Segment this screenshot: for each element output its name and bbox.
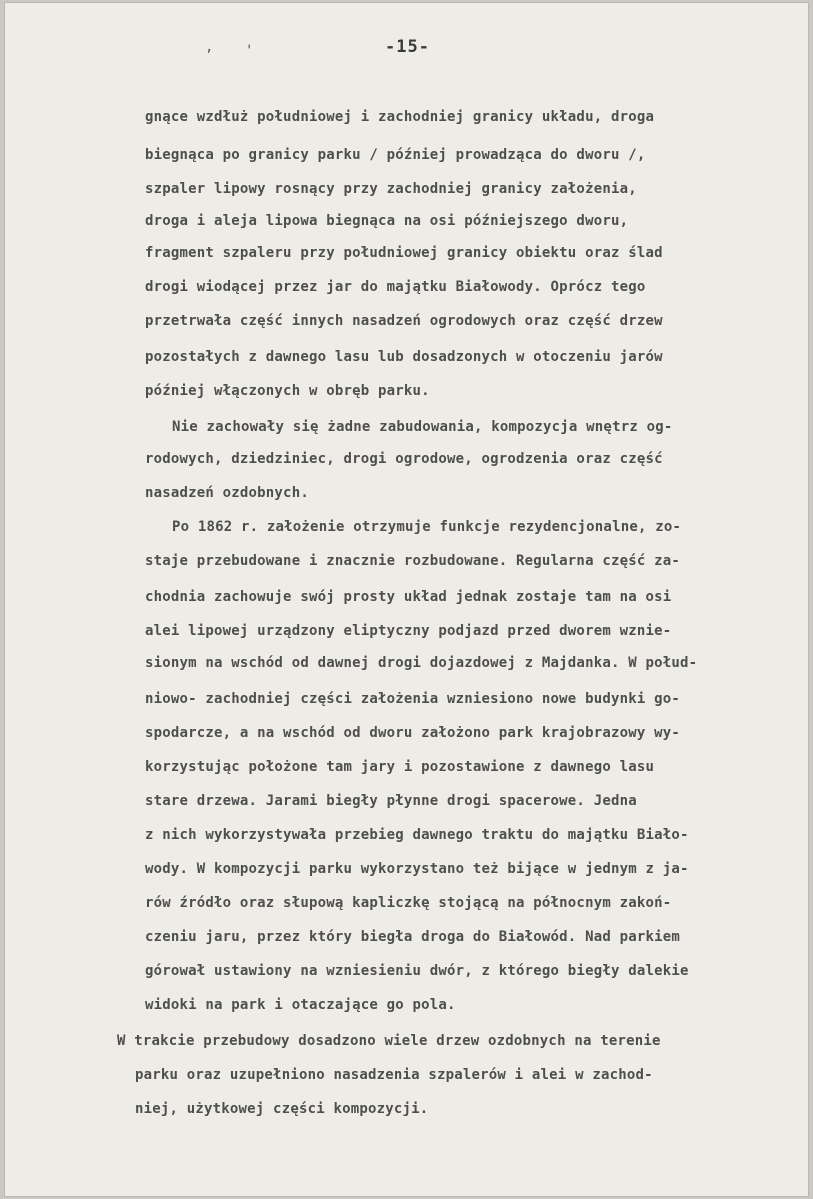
text-line: szpaler lipowy rosnący przy zachodniej granicy założenia,	[145, 181, 637, 197]
text-line: Nie zachowały się żadne zabudowania, kompozycja wnętrz og-	[172, 419, 673, 435]
text-line: później włączonych w obręb parku.	[145, 383, 430, 399]
text-line: nasadzeń ozdobnych.	[145, 485, 309, 501]
document-page	[4, 2, 809, 1197]
text-line: czeniu jaru, przez który biegła droga do Białowód. Nad parkiem	[145, 929, 680, 945]
text-line: stare drzewa. Jarami biegły płynne drogi spacerowe. Jedna	[145, 793, 637, 809]
text-line: staje przebudowane i znacznie rozbudowane. Regularna część za-	[145, 553, 680, 569]
text-line: spodarcze, a na wschód od dworu założono park krajobrazowy wy-	[145, 725, 680, 741]
text-line: pozostałych z dawnego lasu lub dosadzonych w otoczeniu jarów	[145, 349, 663, 365]
text-line: Po 1862 r. założenie otrzymuje funkcje rezydencjonalne, zo-	[172, 519, 682, 535]
text-line: droga i aleja lipowa biegnąca na osi późniejszego dworu,	[145, 213, 629, 229]
text-line: parku oraz uzupełniono nasadzenia szpalerów i alei w zachod-	[135, 1067, 653, 1083]
text-line: alei lipowej urządzony eliptyczny podjazd przed dworem wznie-	[145, 623, 672, 639]
text-line: wody. W kompozycji parku wykorzystano też bijące w jednym z ja-	[145, 861, 689, 877]
text-line: z nich wykorzystywała przebieg dawnego traktu do majątku Biało-	[145, 827, 689, 843]
text-line: widoki na park i otaczające go pola.	[145, 997, 456, 1013]
text-line: niej, użytkowej części kompozycji.	[135, 1101, 429, 1117]
text-line: W trakcie przebudowy dosadzono wiele drzew ozdobnych na terenie	[117, 1033, 661, 1049]
text-line: korzystując położone tam jary i pozostawione z dawnego lasu	[145, 759, 655, 775]
text-line: gnące wzdłuż południowej i zachodniej granicy układu, droga	[145, 109, 655, 125]
text-line: rodowych, dziedziniec, drogi ogrodowe, ogrodzenia oraz część	[145, 451, 663, 467]
stray-mark: '	[245, 43, 254, 59]
text-line: rów źródło oraz słupową kapliczkę stojącą na północnym zakoń-	[145, 895, 672, 911]
text-line: drogi wiodącej przez jar do majątku Białowody. Oprócz tego	[145, 279, 646, 295]
text-line: sionym na wschód od dawnej drogi dojazdowej z Majdanka. W połud-	[145, 655, 698, 671]
text-line: biegnąca po granicy parku / później prowadząca do dworu /,	[145, 147, 646, 163]
text-line: niowo- zachodniej części założenia wzniesiono nowe budynki go-	[145, 691, 680, 707]
text-line: przetrwała część innych nasadzeń ogrodowych oraz część drzew	[145, 313, 663, 329]
stray-mark: ,	[205, 39, 214, 55]
text-line: górował ustawiony na wzniesieniu dwór, z którego biegły dalekie	[145, 963, 689, 979]
text-line: fragment szpaleru przy południowej granicy obiektu oraz ślad	[145, 245, 663, 261]
text-line: chodnia zachowuje swój prosty układ jednak zostaje tam na osi	[145, 589, 672, 605]
page-number: -15-	[385, 37, 430, 57]
